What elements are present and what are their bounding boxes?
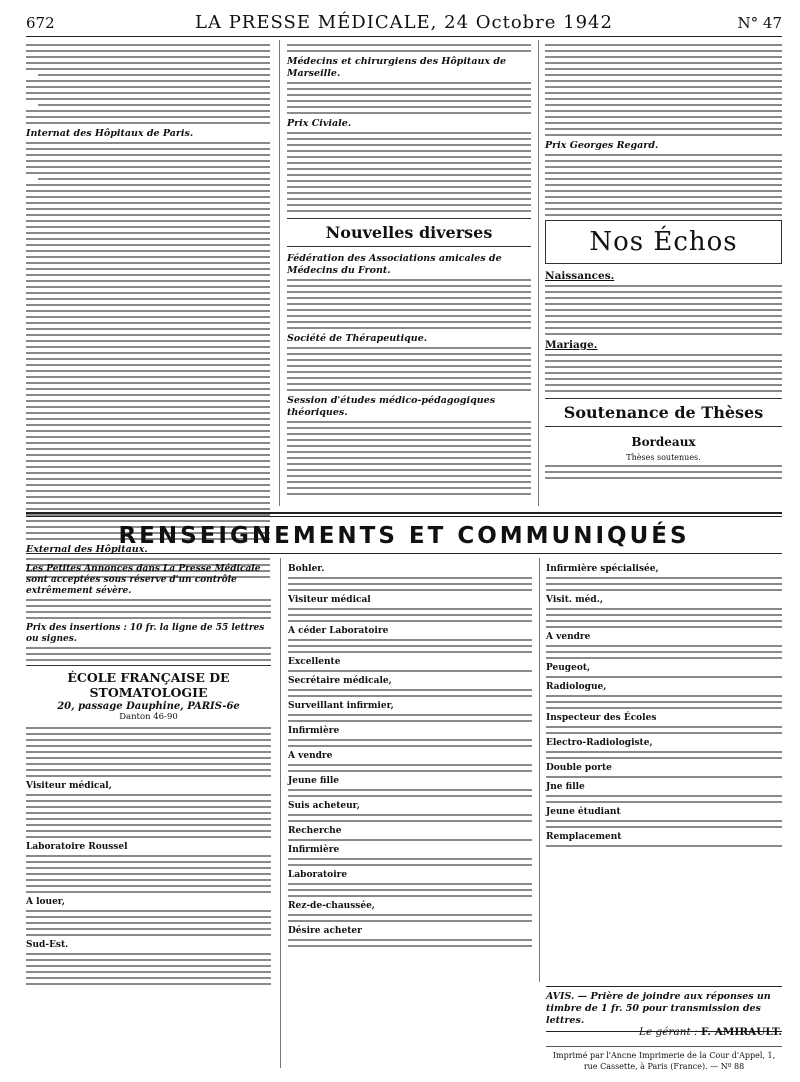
text-block (545, 44, 782, 136)
subhead-session: Session d'études médico-pédagogiques théoriques. (287, 395, 496, 418)
text-block (546, 676, 782, 678)
ad-item: Visit. méd., (546, 595, 603, 605)
ad-item: A céder Laboratoire (288, 626, 389, 636)
text-block (288, 814, 532, 822)
ad-item: Sud-Est. (26, 940, 69, 950)
subhead-prix-regard: Prix Georges Regard. (545, 140, 659, 151)
lower-column-1 (26, 560, 271, 980)
column-divider (538, 40, 539, 506)
ad-item: Inspecteur des Écoles (546, 713, 657, 723)
ad-item: Visiteur médical, (26, 781, 112, 791)
subhead-federation: Fédération des Associations amicales de Médecins du Front. (287, 253, 502, 276)
ad-item: Laboratoire (288, 870, 348, 880)
text-block (287, 421, 531, 495)
imprimerie-notice: Imprimé par l'Ancne Imprimerie de la Cour d'Appel, 1, rue Cassette, à Paris (France). — Nº 88 (546, 1046, 782, 1072)
intro-line: Prix des insertions : 10 fr. la ligne de 55 lettres ou signes. (26, 623, 265, 644)
text-block (288, 689, 532, 697)
section-title-nos-echos: Nos Échos (545, 220, 782, 264)
lower-column-3 (546, 560, 782, 980)
issue-number: N° 47 (737, 14, 782, 32)
text-block (288, 789, 532, 797)
column-divider (280, 558, 281, 1068)
ad-item: Infirmière (288, 726, 340, 736)
gerant-label: Le gérant : (638, 1026, 698, 1038)
text-block (545, 285, 782, 335)
ecole-title: ÉCOLE FRANÇAISE DE STOMATOLOGIE (26, 665, 271, 700)
ecole-phone: Danton 46-90 (119, 712, 178, 722)
ad-item: Excellente (288, 657, 341, 667)
text-block (288, 764, 532, 772)
text-block (545, 354, 782, 392)
text-block (26, 599, 271, 619)
ad-item: Peugeot, (546, 663, 591, 673)
ecole-address: 20, passage Dauphine, PARIS-6e (57, 701, 240, 712)
label-bordeaux: Bordeaux (631, 435, 696, 449)
theses-subtitle: Thèses soutenues. (626, 453, 701, 462)
text-block (287, 347, 531, 391)
ad-item: Jeune fille (288, 776, 340, 786)
text-block (546, 795, 782, 803)
ad-item: A vendre (546, 632, 591, 642)
intro-line: Les Petites Annonces dans La Presse Médicale sont acceptées sous réserve d'un contrôle extrêmement sévère. (26, 564, 261, 596)
text-block (287, 44, 531, 52)
text-block (288, 839, 532, 841)
ad-item: Laboratoire Roussel (26, 842, 128, 852)
text-block (546, 820, 782, 828)
text-block (26, 44, 270, 124)
ad-item: Secrétaire médicale, (288, 676, 392, 686)
text-block (546, 695, 782, 709)
ad-item: A louer, (26, 897, 66, 907)
subhead-therapeutique: Société de Thérapeutique. (287, 333, 428, 344)
text-block (288, 858, 532, 866)
ad-item: Désire acheter (288, 926, 362, 936)
renseignements-title: RENSEIGNEMENTS ET COMMUNIQUÉS (118, 523, 690, 549)
text-block (288, 914, 532, 922)
upper-column-3 (545, 44, 782, 506)
text-block (287, 279, 531, 329)
text-block (546, 577, 782, 591)
ad-item: Infirmière spécialisée, (546, 564, 659, 574)
text-block (26, 910, 271, 936)
section-title-theses: Soutenance de Thèses (545, 398, 782, 427)
ad-item: Remplacement (546, 832, 622, 842)
ad-item: Electro-Radiologiste, (546, 738, 653, 748)
avis-notice: AVIS. — Prière de joindre aux réponses un timbre de 1 fr. 50 pour transmission des lettres. (546, 986, 782, 1032)
section-title-nouvelles: Nouvelles diverses (287, 218, 531, 247)
text-block (546, 776, 782, 778)
lower-column-2 (288, 560, 532, 1070)
ad-item: Rez-de-chaussée, (288, 901, 375, 911)
ad-item: Radiologue, (546, 682, 607, 692)
ad-item: Double porte (546, 763, 612, 773)
text-block (288, 714, 532, 722)
text-block (545, 154, 782, 216)
label-naissances: Naissances. (545, 270, 615, 282)
page-header (26, 10, 782, 37)
text-block (26, 142, 270, 540)
subhead-external: External des Hôpitaux. (26, 544, 148, 555)
section-rule (26, 516, 782, 517)
section-rule (26, 553, 782, 554)
ad-item: Surveillant infirmier, (288, 701, 394, 711)
text-block (288, 608, 532, 622)
text-block (288, 883, 532, 897)
text-block (288, 577, 532, 591)
ad-item: Recherche (288, 826, 342, 836)
ad-item: A vendre (288, 751, 333, 761)
ad-item: Visiteur médical (288, 595, 371, 605)
text-block (545, 465, 782, 479)
upper-column-1 (26, 44, 270, 555)
text-block (26, 794, 271, 838)
text-block (546, 608, 782, 628)
subhead-prix-civiale: Prix Civiale. (287, 118, 352, 129)
ad-item: Bohler. (288, 564, 325, 574)
text-block (546, 845, 782, 847)
text-block (288, 639, 532, 653)
ad-item: Infirmière (288, 845, 340, 855)
column-divider (279, 40, 280, 506)
journal-title: LA PRESSE MÉDICALE, 24 Octobre 1942 (195, 12, 613, 33)
ad-item: Jeune étudiant (546, 807, 621, 817)
text-block (546, 751, 782, 759)
gerant-line (546, 1026, 782, 1038)
text-block (546, 645, 782, 659)
label-mariage: Mariage. (545, 339, 598, 351)
gerant-name: F. AMIRAULT. (700, 1026, 782, 1038)
text-block (26, 647, 271, 661)
subhead-marseille: Médecins et chirurgiens des Hôpitaux de Marseille. (287, 56, 507, 79)
subhead-internat: Internat des Hôpitaux de Paris. (26, 128, 194, 139)
ad-item: Jne fille (546, 782, 585, 792)
text-block (26, 953, 271, 985)
column-divider (539, 558, 540, 982)
text-block (288, 670, 532, 672)
text-block (287, 82, 531, 114)
text-block (26, 727, 271, 777)
page-number: 672 (26, 14, 55, 32)
section-rule (26, 512, 782, 514)
upper-column-2 (287, 44, 531, 506)
text-block (546, 726, 782, 734)
text-block (26, 855, 271, 893)
text-block (287, 132, 531, 212)
ad-item: Suis acheteur, (288, 801, 360, 811)
text-block (288, 739, 532, 747)
text-block (288, 939, 532, 947)
